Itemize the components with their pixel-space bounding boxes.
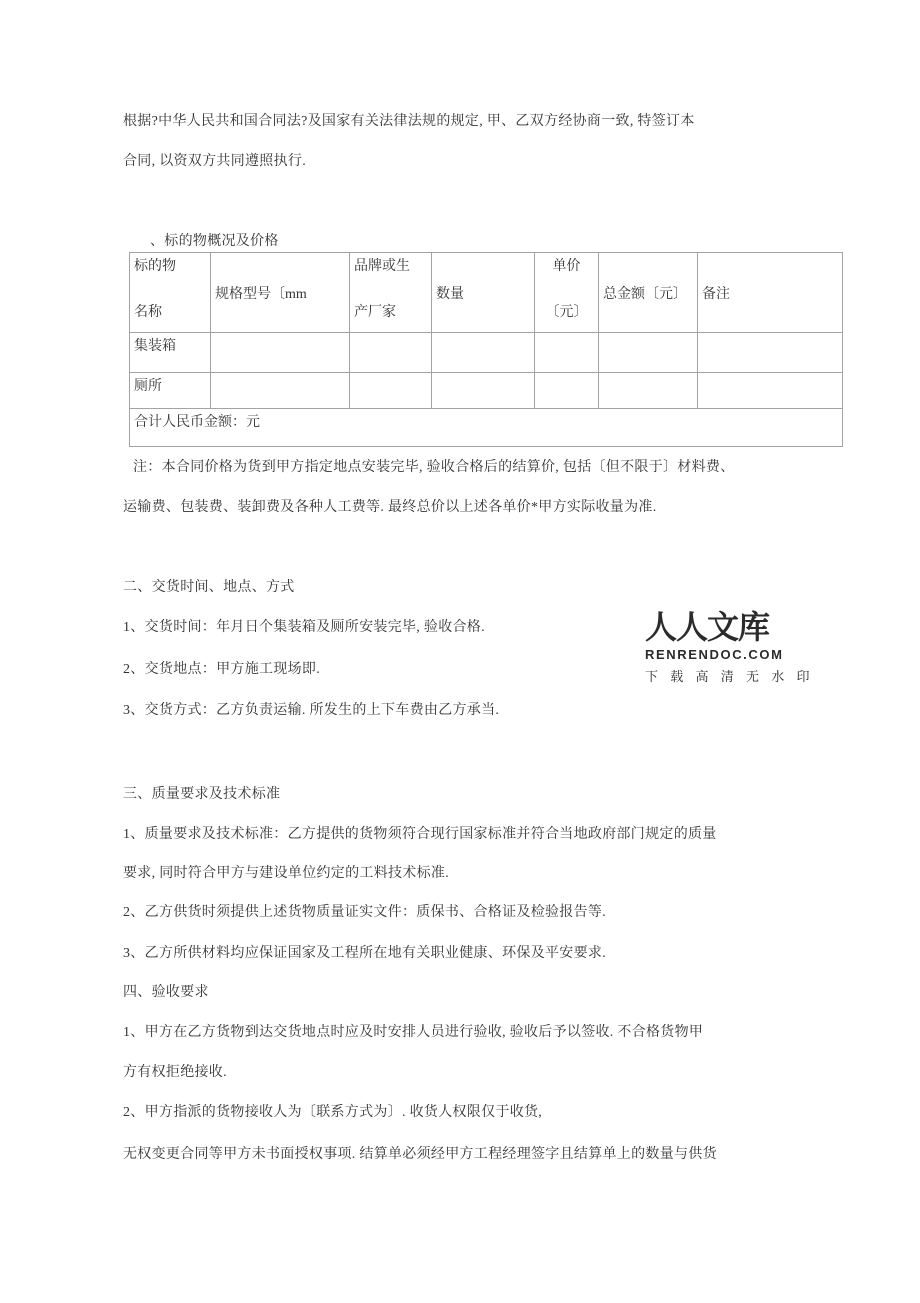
row-name-cell: 集装箱 [130,333,211,373]
section-three-item-2: 2、乙方供货时须提供上述货物质量证实文件：质保书、合格证及检验报告等. [123,905,606,920]
row-unit-price-cell [535,333,599,373]
row-remark-cell [698,333,843,373]
watermark-domain-text: RENRENDOC.COM [645,647,784,662]
row-remark-cell [698,373,843,409]
watermark-logo-text: 人人文库 [645,609,770,645]
table-header-row [130,253,843,333]
row-quantity-cell [432,333,535,373]
section-three-item-1: 1、质量要求及技术标准：乙方提供的货物须符合现行国家标准并符合当地政府部门规定的质量 [123,827,717,842]
row-name-cell: 厕所 [130,373,211,409]
header-unit-price-line2: 〔元〕 [545,305,588,320]
section-one-heading: 、标的物概况及价格 [150,234,279,249]
table-row [130,373,843,409]
header-subject-line1: 标的物 [134,259,176,274]
row-total-amount-cell [599,333,698,373]
row-spec-cell [211,333,350,373]
section-three-item-3: 3、乙方所供材料均应保证国家及工程所在地有关职业健康、环保及平安要求. [123,946,606,961]
total-amount-cell: 合计人民币金额：元 [130,409,843,447]
header-subject-cell [130,253,211,333]
table-total-row [130,409,843,447]
row-unit-price-cell [535,373,599,409]
header-remark-cell: 备注 [698,253,843,333]
price-note-line-2: 运输费、包装费、装卸费及各种人工费等. 最终总价以上述各单价*甲方实际收量为准. [123,500,657,515]
row-quantity-cell [432,373,535,409]
row-brand-cell [350,373,432,409]
watermark-tagline-text: 下 载 高 清 无 水 印 [645,669,815,684]
row-brand-cell [350,333,432,373]
header-unit-price-line1: 单价 [552,259,581,274]
section-three-item-1-cont: 要求, 同时符合甲方与建设单位约定的工料技术标准. [123,866,449,881]
section-two-item-3: 3、交货方式：乙方负责运输. 所发生的上下车费由乙方承当. [123,703,500,718]
header-total-amount-cell: 总金额〔元〕 [599,253,698,333]
section-two-item-1: 1、交货时间：年月日个集装箱及厕所安装完毕, 验收合格. [123,620,485,635]
section-two-heading: 二、交货时间、地点、方式 [123,580,295,595]
section-four-item-1: 1、甲方在乙方货物到达交货地点时应及时安排人员进行验收, 验收后予以签收. 不合格货物甲 [123,1025,704,1040]
header-brand-line2: 产厂家 [354,305,396,320]
section-three-heading: 三、质量要求及技术标准 [123,787,281,802]
header-quantity-cell: 数量 [432,253,535,333]
intro-line-2: 合同, 以资双方共同遵照执行. [123,154,306,169]
section-four-item-1-cont: 方有权拒绝接收. [123,1065,227,1080]
header-unit-price-cell [535,253,599,333]
section-four-heading: 四、验收要求 [123,985,209,1000]
row-spec-cell [211,373,350,409]
section-four-item-2: 2、甲方指派的货物接收人为〔联系方式为〕. 收货人权限仅于收货, [123,1105,543,1120]
row-total-amount-cell [599,373,698,409]
section-two-item-2: 2、交货地点：甲方施工现场即. [123,662,320,677]
intro-line-1: 根据?中华人民共和国合同法?及国家有关法律法规的规定, 甲、乙双方经协商一致, 特签订本 [123,114,695,129]
table-row [130,333,843,373]
header-subject-line2: 名称 [134,305,162,320]
header-spec-cell: 规格型号〔mm [211,253,350,333]
header-brand-cell [350,253,432,333]
header-brand-line1: 品牌或生 [354,259,410,274]
section-four-item-2-cont: 无权变更合同等甲方未书面授权事项. 结算单必须经甲方工程经理签字且结算单上的数量与供货 [123,1147,717,1162]
renrendoc-watermark [645,609,815,685]
price-note-line-1: 注：本合同价格为货到甲方指定地点安装完毕, 验收合格后的结算价, 包括〔但不限于〕材料费、 [133,460,735,475]
goods-price-table [129,252,843,447]
